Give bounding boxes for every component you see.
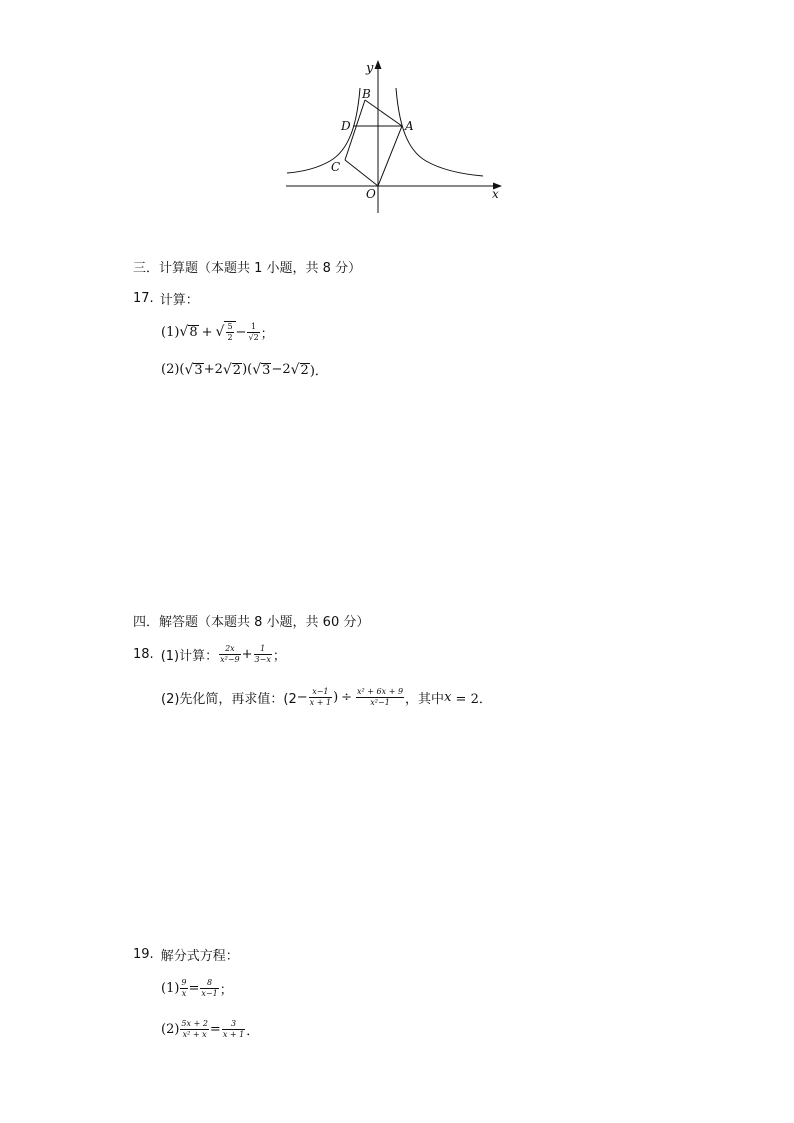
sqrt-icon: √ [215,324,225,340]
q17-p2-rad3b: 3 [262,362,271,378]
q17-p2-label: (2) [161,362,180,377]
label-O: O [366,187,376,201]
q17-p1-plus: + [201,324,213,340]
q17-p1-frac-den: 2 [227,333,233,342]
sqrt-icon: √ [222,361,232,378]
q19-p1-f2-den: x−1 [201,988,218,998]
q19-p2-f1-den: x² + x [180,1029,208,1040]
q19-part1 [161,974,233,1002]
q18-p2-eq: = 2． [451,691,492,707]
q18-p2-f1-num: x−1 [312,686,329,696]
q19-p2-f1-num: 5x + 2 [181,1018,208,1028]
q17-p1-end: ； [260,326,274,342]
q17-p2-rad2a: 2 [232,362,242,378]
q18-p1-plus: + [241,646,253,662]
q18-p1-f1-den: x²−9 [220,654,240,664]
q18-p1-label: (1)计算： [160,648,219,664]
q18-number: 18. [133,646,154,662]
q18-p1-f2-den: 3−x [254,654,271,664]
q18-p1-f2-num: 1 [260,643,266,653]
q19-p2-eq: = [209,1021,221,1037]
q18-part1 [133,640,286,668]
segment-OA [378,126,402,186]
q19-prompt: 解分式方程： [160,949,239,964]
q17-p1-rad8: 8 [189,325,198,340]
sqrt-icon: √ [290,361,300,378]
q18-p2-close: ) [333,689,339,705]
q17-part2 [161,360,328,379]
sqrt-icon: √ [179,324,189,340]
q19-p1-end: ； [219,982,233,998]
q19-p2-label: (2) [161,1021,180,1037]
q18-p1-end: ； [272,648,286,664]
q17-p1-label: (1) [161,324,180,340]
label-B: B [362,87,371,101]
q19-p1-f1-num: 9 [181,977,187,987]
q17-p2-close2: )． [309,364,328,379]
q19-header [133,945,239,964]
q19-p1-eq: = [188,980,200,996]
q19-number: 19. [133,947,154,962]
label-C: C [331,160,341,174]
q17-p2-plus: +2 [203,362,223,377]
label-A: A [405,119,414,133]
q19-part2 [161,1015,259,1043]
sqrt-icon: √ [248,332,254,342]
q18-p2-tail: ，其中 [405,691,445,707]
q17-p1-minus-den: 2 [253,332,259,342]
q17-p2-open1: ( [179,362,185,377]
q17-p2-close1: )( [242,362,253,377]
y-axis-arrow [375,60,382,69]
q18-p2-var: x [444,689,452,705]
q17-p2-minus: −2 [271,362,291,377]
q17-part1: (1) √ 8 + √ $\frac{5}{2}$ − $\frac{1}{√2}$ ； [161,321,274,342]
section4-heading: 四．解答题（本题共 8 小题，共 60 分） [133,615,370,630]
q18-part2 [161,683,492,711]
q18-p2-f2-num: x² + 6x + 9 [357,686,404,696]
q17-p1-minus-num: 1 [251,321,257,331]
q18-p2-f1-sign: − [296,689,308,705]
q18-p2-f1-den: x + 1 [309,697,332,707]
sqrt-icon: √ [252,361,262,378]
label-y: y [366,61,374,76]
q18-p2-div: ÷ [341,689,353,705]
label-D: D [341,119,351,133]
q19-p2-f2-den: x + 1 [222,1029,245,1039]
q19-p1-label: (1) [161,980,180,996]
label-x: x [492,187,499,201]
q17-p2-rad3a: 3 [194,362,203,378]
sqrt-icon: √ [184,361,194,378]
q17-number: 17. [133,291,154,306]
q18-p1-f1-num: 2x [225,643,235,653]
q19-p1-f1-den: x [181,988,187,998]
q17-p2-rad2b: 2 [300,362,309,378]
q17-prompt: 计算： [159,293,199,308]
q18-p2-f2-den: x²−1 [356,697,404,708]
segment-BA [365,100,402,126]
coordinate-figure [280,55,510,220]
q17-header [133,289,199,308]
q18-p2-label: (2)先化简，再求值：(2 [161,691,297,707]
q19-p1-f2-num: 8 [207,977,213,987]
q19-p2-f2-num: 3 [230,1018,237,1028]
q19-p2-end: ． [246,1023,260,1039]
section3-heading: 三．计算题（本题共 1 小题，共 8 分） [133,261,362,276]
q17-p1-frac-num: 5 [227,322,233,331]
segment-CO [345,160,378,186]
